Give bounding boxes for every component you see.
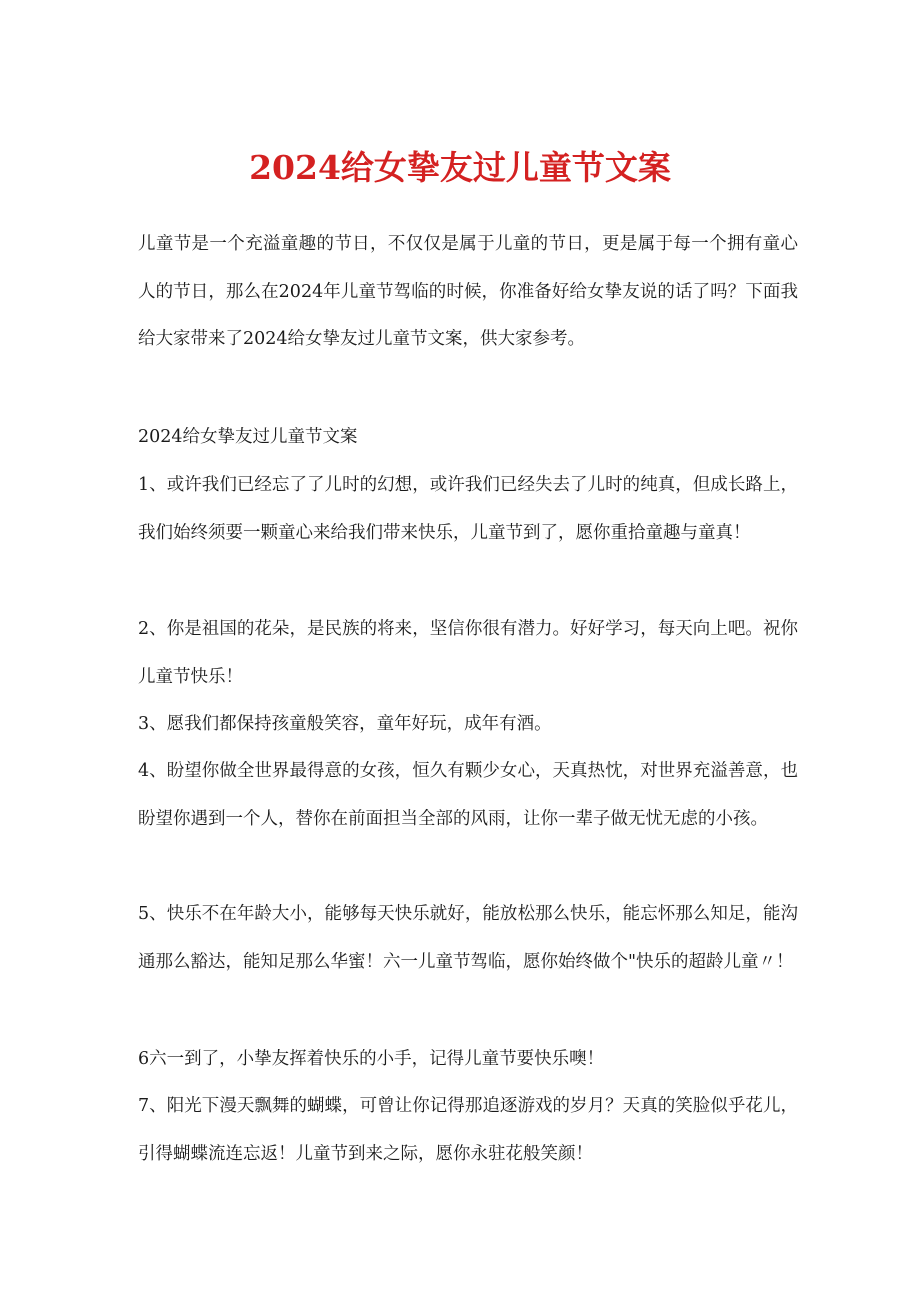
section-heading: 2024给女挚友过儿童节文案 — [138, 427, 358, 447]
list-item: 3、愿我们都保持孩童般笑容，童年好玩，成年有酒。 — [138, 714, 552, 734]
list-item: 6六一到了，小挚友挥着快乐的小手，记得儿童节要快乐噢！ — [138, 1049, 605, 1069]
list-item: 2、你是祖国的花朵，是民族的将来，坚信你很有潜力。好好学习，每天向上吧。祝你儿童节快乐！ — [138, 619, 798, 687]
list-item: 1、或许我们已经忘了了儿时的幻想，或许我们已经失去了儿时的纯真，但成长路上，我们始终须要一颗童心来给我们带来快乐，儿童节到了，愿你重拾童趣与童真！ — [138, 475, 798, 543]
list-item: 7、阳光下漫天飘舞的蝴蝶，可曾让你记得那追逐游戏的岁月？天真的笑脸似乎花儿，引得蝴蝶流连忘返！儿童节到来之际，愿你永驻花般笑颜！ — [138, 1096, 798, 1164]
list-item: 5、快乐不在年龄大小，能够每天快乐就好，能放松那么快乐，能忘怀那么知足，能沟通那么豁达，能知足那么华蜜！六一儿童节驾临，愿你始终做个"快乐的超龄儿童〃！ — [138, 904, 798, 972]
document-title: 2024给女挚友过儿童节文案 — [249, 148, 671, 187]
list-item: 4、盼望你做全世界最得意的女孩，恒久有颗少女心，天真热忱，对世界充溢善意，也盼望你遇到一个人，替你在前面担当全部的风雨，让你一辈子做无忧无虑的小孩。 — [138, 761, 798, 829]
intro-paragraph: 儿童节是一个充溢童趣的节日，不仅仅是属于儿童的节日，更是属于每一个拥有童心人的节日，那么在2024年儿童节驾临的时候，你准备好给女挚友说的话了吗？下面我给大家带来了2024给女挚友过儿童节文案，供大家参考。 — [138, 234, 798, 349]
